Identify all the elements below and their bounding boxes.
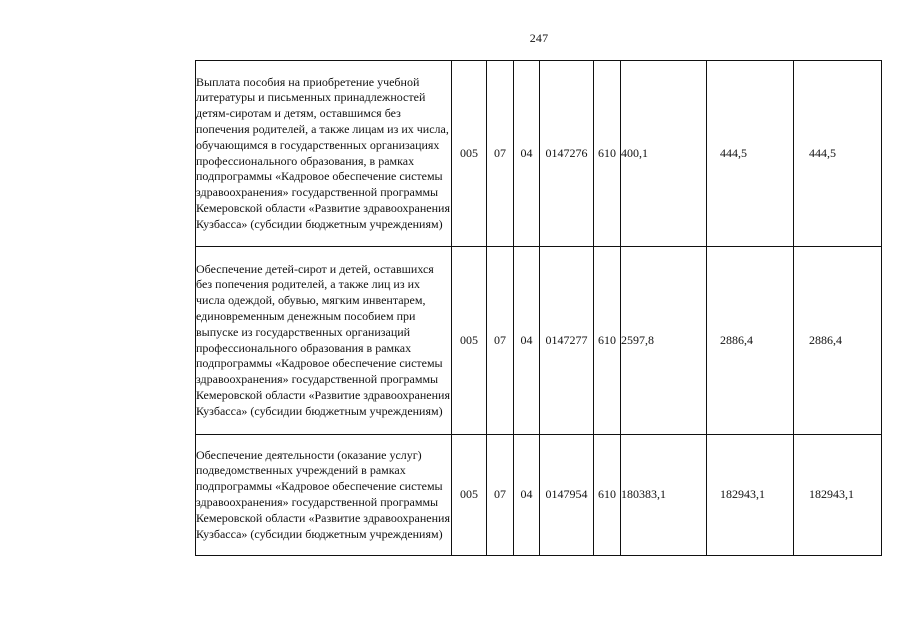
amount-year-1: 2597,8 — [621, 247, 707, 435]
amount-year-3: 444,5 — [794, 61, 882, 247]
section-code: 07 — [487, 435, 514, 556]
table-row — [196, 247, 882, 435]
target-article-code: 0147276 — [540, 61, 594, 247]
ministry-code: 005 — [452, 247, 487, 435]
subsection-code: 04 — [514, 247, 540, 435]
section-code: 07 — [487, 61, 514, 247]
row-description: Обеспечение деятельности (оказание услуг) подведомственных учреждений в рамках подпрограммы «Кадровое обеспечение системы здравоохранения» государственной программы Кемеровской области «Развитие здравоохранения Кузбасса» (субсидии бюджетным учреждениям) — [196, 435, 452, 556]
amount-year-2: 444,5 — [707, 61, 794, 247]
table-row — [196, 61, 882, 247]
amount-year-2: 2886,4 — [707, 247, 794, 435]
subsection-code: 04 — [514, 61, 540, 247]
expense-type-code: 610 — [594, 247, 621, 435]
ministry-code: 005 — [452, 61, 487, 247]
table-row — [196, 435, 882, 556]
amount-year-2: 182943,1 — [707, 435, 794, 556]
amount-year-3: 182943,1 — [794, 435, 882, 556]
target-article-code: 0147277 — [540, 247, 594, 435]
amount-year-1: 180383,1 — [621, 435, 707, 556]
row-description: Обеспечение детей-сирот и детей, оставшихся без попечения родителей, а также лиц из их числа одеждой, обувью, мягким инвентарем, единовременным денежным пособием при выпуске из государственных организаций профессионального образования в рамках подпрограммы «Кадровое обеспечение системы здравоохранения» государственной программы Кемеровской области «Развитие здравоохранения Кузбасса» (субсидии бюджетным учреждениям) — [196, 247, 452, 435]
expense-type-code: 610 — [594, 61, 621, 247]
target-article-code: 0147954 — [540, 435, 594, 556]
section-code: 07 — [487, 247, 514, 435]
expense-type-code: 610 — [594, 435, 621, 556]
ministry-code: 005 — [452, 435, 487, 556]
page-number: 247 — [529, 31, 549, 45]
amount-year-3: 2886,4 — [794, 247, 882, 435]
budget-table — [195, 60, 882, 556]
amount-year-1: 400,1 — [621, 61, 707, 247]
row-description: Выплата пособия на приобретение учебной литературы и письменных принадлежностей детям-сиротам и детям, оставшимся без попечения родителей, а также лицам из их числа, обучающимся в государственных организациях профессионального образования, в рамках подпрограммы «Кадровое обеспечение системы здравоохранения» государственной программы Кемеровской области «Развитие здравоохранения Кузбасса» (субсидии бюджетным учреждениям) — [196, 61, 452, 247]
subsection-code: 04 — [514, 435, 540, 556]
